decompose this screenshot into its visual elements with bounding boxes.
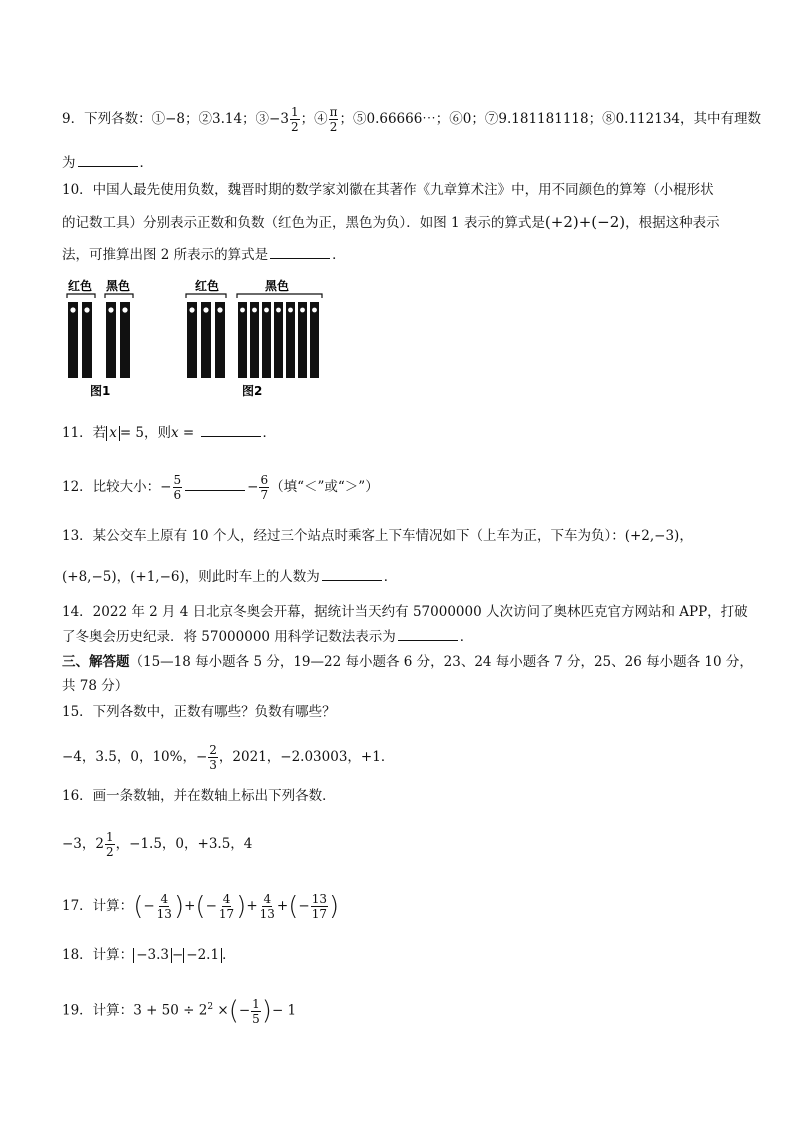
q17-line: 17．计算：(− $\frac{4}{13}$ )+(− $\frac{4}{17}$ )+ $\frac{4}{13}$ +(− $\frac{13}{17}$ ) [62, 891, 340, 922]
frac-den: 13 [259, 907, 275, 921]
q18-abs-a: −3.3 [133, 948, 172, 963]
paren-open: ( [228, 996, 239, 1026]
q10-text-d: ． [332, 247, 346, 263]
q11-line [62, 422, 276, 443]
fig2-red-rod [187, 302, 197, 378]
fig2-black-rod-dot [264, 308, 269, 313]
fig1-caption: 图1 [90, 384, 111, 398]
section3-desc: （15—18 每小题各 5 分，19—22 每小题各 6 分，23、24 每小题各 7 分，25、26 每小题各 10 分， [129, 654, 753, 670]
fig2-black-rod [262, 302, 271, 378]
fig2-black-rod [310, 302, 319, 378]
q15-text-b: ，2021，−2.03003，+1． [218, 749, 395, 765]
q19-text-b: − 1 [271, 1002, 297, 1019]
fig2-red-label: 红色 [195, 279, 220, 293]
fig2-black-rod-dot [252, 308, 257, 313]
q10-text-b: ，根据这种表示 [625, 215, 720, 231]
fig1-red-brace [67, 294, 95, 298]
q17-fraction-4 [311, 893, 328, 920]
fig2-black-rod [298, 302, 307, 378]
frac-den: 3 [209, 758, 217, 772]
q13-line1: 13．某公交车上原有 10 个人，经过三个站点时乘客上下车情况如下（上车为正，下车为负）：(+2,−3)， [62, 528, 693, 544]
q15-fraction [208, 744, 218, 771]
fig2-black-rod-dot [312, 308, 317, 313]
q11-answer-blank[interactable] [201, 422, 261, 437]
paren-close: ) [173, 891, 185, 922]
fig1-black-rod [106, 302, 116, 378]
paren-open: ( [195, 891, 206, 922]
q17-text-a: 17．计算： [62, 898, 134, 914]
q18-abs-b: −2.1 [183, 948, 222, 963]
q13-answer-blank[interactable] [322, 566, 382, 581]
frac-den: 7 [260, 488, 269, 502]
q9-fraction-1 [290, 106, 300, 133]
q14-line1: 14．2022 年 2 月 4 日北京冬奥会开幕，据统计当天约有 57000000 人次访问了奥林匹克官方网站和 APP，打破 [62, 604, 748, 620]
fig1-black-rod-dot [108, 307, 113, 312]
q9-fraction-pi [329, 106, 339, 133]
q9-line1 [62, 106, 761, 133]
fig2-black-rod [286, 302, 295, 378]
q10-answer-blank[interactable] [270, 244, 330, 259]
q18-minus: − [171, 947, 184, 963]
q12-fraction-b [259, 474, 269, 501]
q17-fraction-2 [218, 893, 235, 920]
q16-fraction [105, 831, 115, 858]
fig1-black-rod-dot [122, 307, 127, 312]
paren-open: ( [288, 891, 299, 922]
frac-den: 5 [252, 1011, 260, 1026]
fig1-rods [68, 302, 130, 378]
frac-den: 2 [106, 845, 114, 859]
q19-line: 19．计算：$3 + 50 \div 2^2$ ×(− $\frac{1}{5}$ )− 1 [62, 996, 297, 1026]
q14-answer-blank[interactable] [398, 626, 458, 641]
q11-text-a: 11．若 [62, 425, 107, 441]
frac-num: 1 [252, 996, 260, 1011]
frac-num: 1 [290, 105, 299, 119]
q18-text-b: ． [222, 947, 236, 963]
frac-den: 6 [173, 488, 182, 502]
fig2-red-rod [215, 302, 225, 378]
q9-text-b: ；④ [300, 111, 328, 127]
fig1-red-rod-dot [70, 307, 75, 312]
q15-text-a: −4，3.5，0，10%，− [62, 749, 208, 765]
q11-var-2: x [171, 425, 179, 441]
frac-num: 2 [209, 743, 217, 757]
q10-text-a: 的记数工具）分别表示正数和负数（红色为正，黑色为负）．如图 1 表示的算式是 [62, 215, 545, 231]
frac-den: 17 [311, 907, 327, 921]
q12-fraction-a [173, 474, 183, 501]
frac-den: 13 [156, 907, 172, 921]
fig1-black-label: 黑色 [106, 279, 131, 293]
fig2-red-rod-dot [217, 307, 222, 312]
q9-text-d: 为 [62, 155, 76, 171]
q17-fraction-1 [156, 893, 173, 920]
q18-line [62, 945, 236, 965]
q13-text-b: ． [383, 569, 398, 585]
fig2-caption: 图2 [242, 384, 263, 398]
q19-fraction [251, 998, 261, 1025]
q13-text-a: (+8,−5)，(+1,−6)，则此时车上的人数为 [62, 569, 320, 585]
q10-line2 [62, 212, 720, 233]
paren-close: ) [261, 996, 272, 1026]
q10-text-c: 法，可推算出图 2 所表示的算式是 [62, 247, 269, 263]
fig2-black-label: 黑色 [265, 279, 290, 293]
q9-answer-blank[interactable] [78, 152, 138, 167]
q10-line3 [62, 244, 346, 265]
q12-text-b: （填“＜”或“＞”） [270, 479, 379, 495]
frac-num: 4 [222, 892, 231, 906]
frac-den: 2 [290, 120, 299, 134]
fig2-black-brace [237, 294, 322, 298]
q16-numbers [62, 831, 252, 858]
fig1-black-brace [105, 294, 133, 298]
frac-den: 2 [329, 120, 338, 134]
q9-line2 [62, 152, 153, 173]
section3-heading [62, 652, 753, 672]
q16-text-b: ，−1.5，0，+3.5，4 [115, 836, 253, 852]
section3-desc-line2: 共 78 分） [62, 678, 129, 694]
fig2-black-rod-dot [240, 308, 245, 313]
q10-line1: 10．中国人最先使用负数，魏晋时期的数学家刘徽在其著作《九章算术注》中，用不同颜色的算筹（小棍形状 [62, 182, 714, 198]
q11-text-c: ． [262, 425, 277, 441]
frac-num: 4 [160, 892, 169, 906]
q19-text-a: 19．计算： [62, 1002, 134, 1019]
fig1-red-rod [82, 302, 92, 378]
q15-numbers [62, 744, 394, 771]
q14-text-b: ． [459, 629, 474, 645]
fig1-red-rod-dot [84, 307, 89, 312]
fig2-red-brace [186, 294, 226, 298]
paren-close: ) [328, 891, 340, 922]
q9-text-a: 9．下列各数：①−8；②3.14；③−3 [62, 111, 289, 127]
fig2-black-rod-dot [288, 308, 293, 313]
q16-text-a: −3，2 [62, 836, 104, 852]
q15-question: 15．下列各数中，正数有哪些？负数有哪些？ [62, 704, 336, 720]
q14-line2 [62, 626, 473, 647]
fig2-black-rod-dot [300, 308, 305, 313]
q17-fraction-3 [259, 893, 276, 920]
frac-num: 13 [311, 892, 327, 906]
q14-text-a: 了冬奥会历史纪录．将 57000000 用科学记数法表示为 [62, 629, 396, 645]
section3-title: 三、解答题 [62, 654, 130, 670]
frac-num: 4 [263, 892, 272, 906]
q9-text-e: ． [139, 155, 153, 171]
q11-var: x [109, 425, 117, 441]
fig2-red-rod-dot [203, 307, 208, 312]
frac-num: 6 [260, 473, 269, 487]
paren-open: ( [133, 891, 144, 922]
fig2-red-rod-dot [189, 307, 194, 312]
q13-line2 [62, 566, 397, 587]
frac-den: 17 [218, 907, 235, 921]
q12-sign: − [247, 479, 259, 495]
frac-num: π [329, 105, 338, 119]
q19-expr: 3 + 50 ÷ 2 [133, 1002, 208, 1019]
fig1-black-rod [120, 302, 130, 378]
q18-text-a: 18．计算： [62, 947, 134, 963]
q11-text-b: = 5，则 [119, 425, 172, 441]
fig1-red-rod [68, 302, 78, 378]
fig2-black-rod [250, 302, 259, 378]
q10-expression: (+2)+(−2) [544, 213, 626, 231]
q16-question: 16．画一条数轴，并在数轴上标出下列各数． [62, 788, 336, 804]
frac-num: 1 [106, 830, 114, 844]
q9-text-c: ；⑤0.66666⋯；⑥0；⑦9.181181118；⑧0.112134，其中有理数 [339, 111, 761, 127]
paren-close: ) [236, 891, 247, 922]
counting-rods-figure [62, 276, 332, 400]
frac-num: 5 [173, 473, 182, 487]
q11-eq: = [178, 425, 199, 441]
q11-absolute-value [106, 426, 120, 441]
q19-exponent: 2 [207, 1002, 214, 1012]
fig1-red-label: 红色 [68, 279, 93, 293]
fig2-rods [187, 302, 319, 378]
fig2-black-rod [274, 302, 283, 378]
fig2-red-rod [201, 302, 211, 378]
q12-text-a: 12．比较大小：− [62, 479, 172, 495]
q12-line [62, 474, 379, 501]
fig2-black-rod [238, 302, 247, 378]
q12-answer-blank[interactable] [185, 476, 245, 491]
fig2-black-rod-dot [276, 308, 281, 313]
q19-times: × [213, 1002, 229, 1019]
